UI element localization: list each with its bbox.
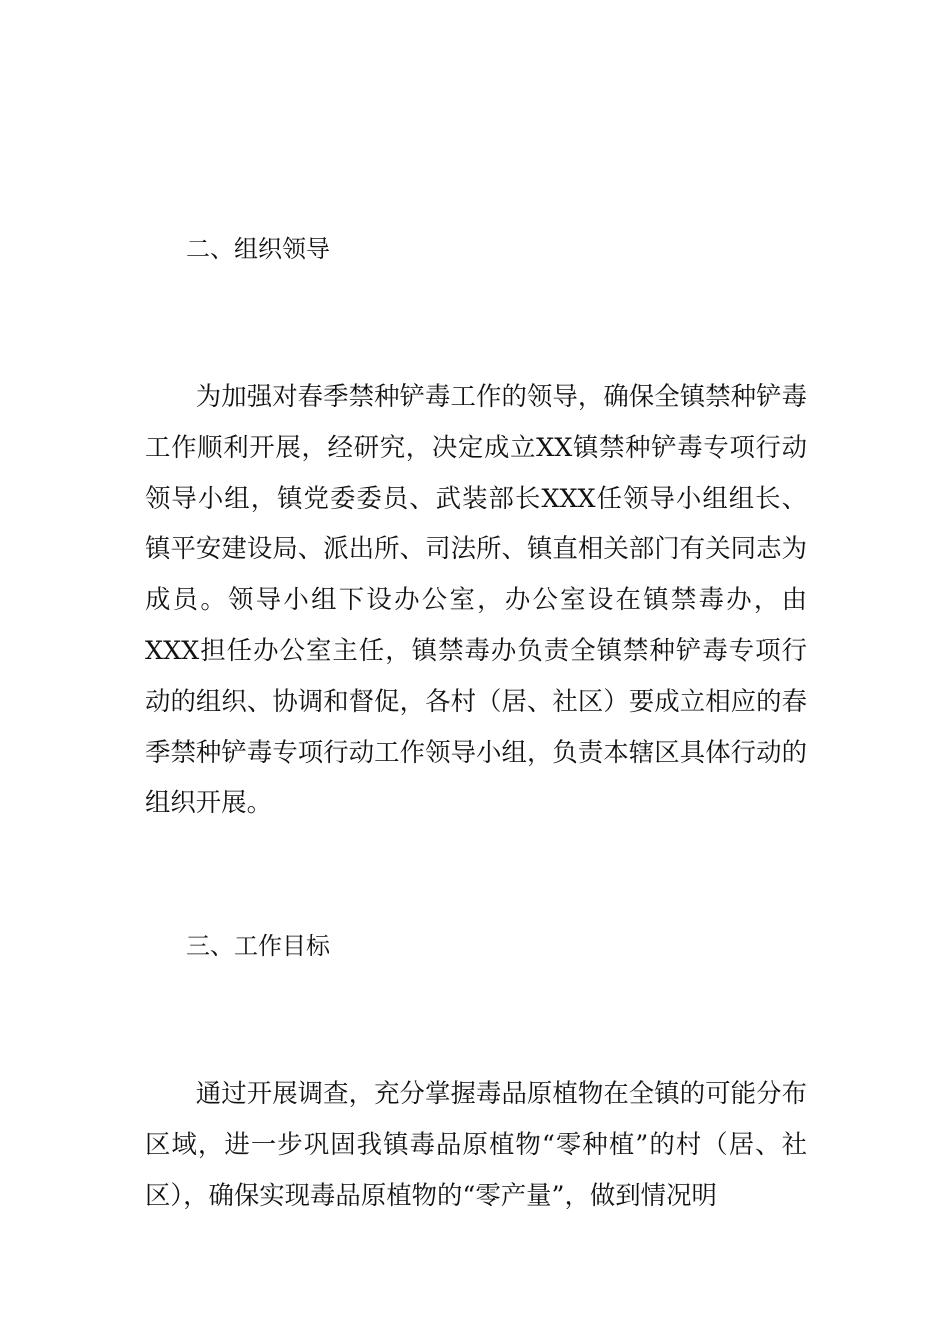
section-paragraph-work-goals: 通过开展调查，充分掌握毒品原植物在全镇的可能分布区域，进一步巩固我镇毒品原植物“零种植”的村（居、社区），确保实现毒品原植物的“零产量”，做到情况明 bbox=[145, 1078, 807, 1210]
section-heading-work-goals: 三、工作目标 bbox=[186, 932, 330, 960]
section-paragraph-organization-leadership: 为加强对春季禁种铲毒工作的领导，确保全镇禁种铲毒工作顺利开展，经研究，决定成立XX镇禁种铲毒专项行动领导小组，镇党委委员、武装部长XXX任领导小组组长、镇平安建设局、派出所、司法所、镇直相关部门有关同志为成员。领导小组下设办公室，办公室设在镇禁毒办，由XXX担任办公室主任，镇禁毒办负责全镇禁种铲毒专项行动的组织、协调和督促，各村（居、社区）要成立相应的春季禁种铲毒专项行动工作领导小组，负责本辖区具体行动的组织开展。 bbox=[145, 381, 807, 818]
section-heading-organization-leadership: 二、组织领导 bbox=[186, 235, 330, 263]
